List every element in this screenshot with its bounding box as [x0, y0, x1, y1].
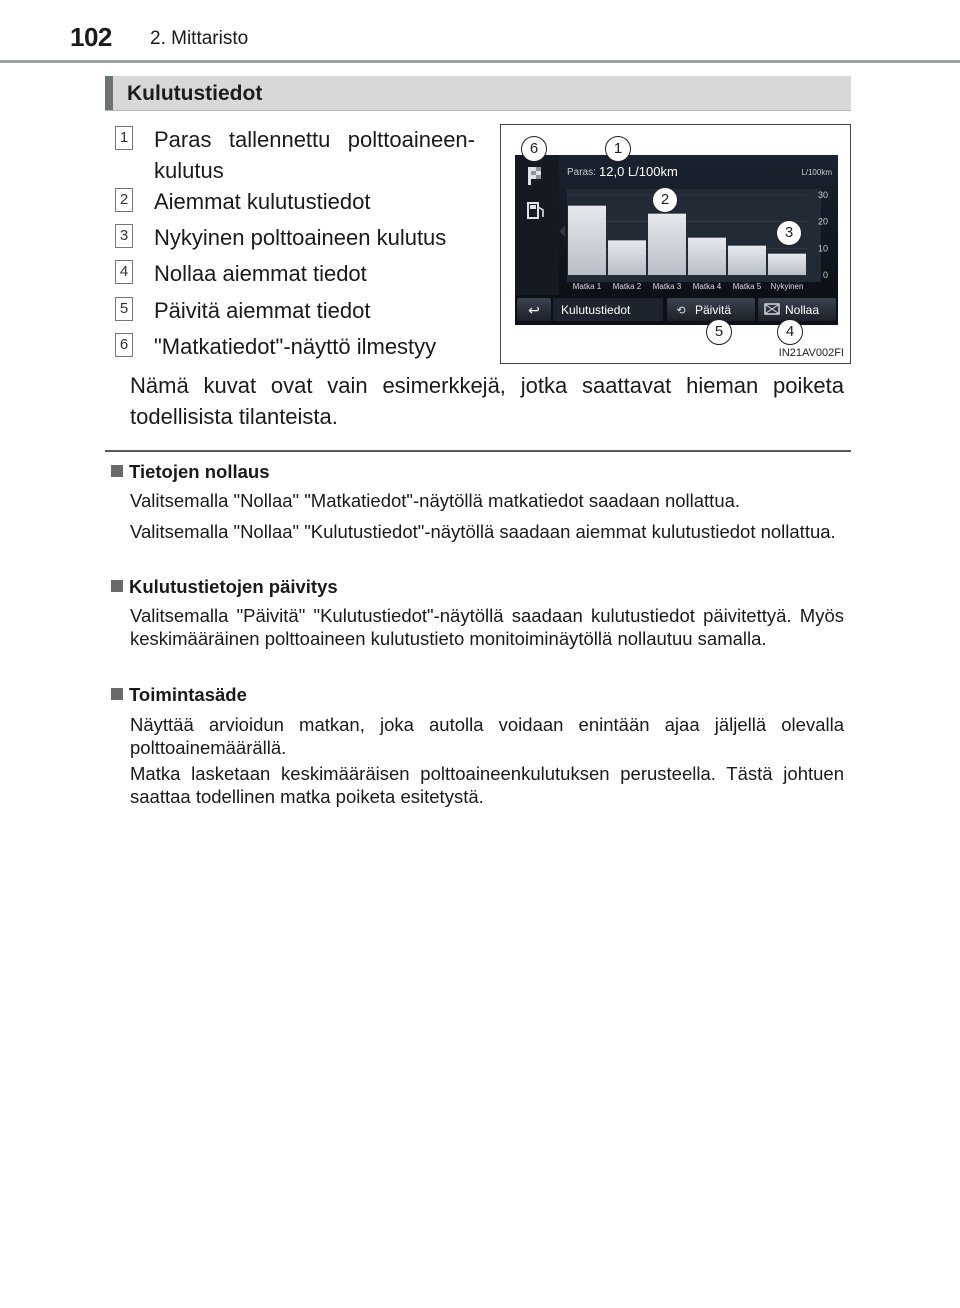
callout-item: [105, 222, 475, 253]
x-tick-label: Matka 3: [652, 282, 682, 291]
subsection-title: Toimintasäde: [129, 684, 247, 705]
callout-text: "Matkatiedot"-näyttö ilmestyy: [154, 334, 437, 359]
subsection-heading: [111, 461, 269, 483]
page-number: 102: [70, 22, 112, 52]
callout-number: 1: [115, 126, 133, 150]
y-tick-label: 20: [817, 216, 828, 227]
chapter-title: 2. Mittaristo: [150, 28, 249, 49]
x-tick-label: Matka 1: [572, 282, 602, 291]
disclaimer-note: Nämä kuvat ovat vain esimerkkejä, jotka saattavat hieman poiketa todellisista tilanteista.: [130, 373, 844, 429]
section-divider: [105, 450, 851, 452]
y-tick-label: 0: [822, 270, 828, 280]
callout-item: [105, 295, 475, 326]
callout-number: 5: [115, 297, 133, 321]
header-divider: [0, 60, 960, 63]
callout-item: [105, 186, 475, 217]
paragraph: Valitsemalla "Nollaa" "Matkatiedot"-näytöllä matkatiedot saadaan nollattua.: [130, 490, 741, 511]
callout-text: Nollaa aiemmat tiedot: [154, 261, 367, 286]
marker-6: 6: [521, 136, 547, 162]
marker-5: 5: [706, 319, 732, 345]
back-button[interactable]: [517, 298, 551, 321]
callout-number: 6: [115, 333, 133, 357]
marker-3: 3: [776, 220, 802, 246]
section-accent: [105, 76, 113, 110]
bar: [768, 254, 806, 275]
subsection-title: Tietojen nollaus: [129, 461, 270, 482]
callout-text: Aiemmat kulutustiedot: [154, 189, 371, 214]
reset-button[interactable]: [758, 298, 836, 321]
paragraph: Matka lasketaan keskimääräisen polttoaineenkulutuksen perusteella. Tästä johtuen saattaa todellinen matka poiketa esitetystä.: [130, 763, 844, 807]
square-bullet-icon: [111, 580, 123, 592]
marker-1: 1: [605, 136, 631, 162]
bar: [568, 206, 606, 275]
callout-item: [105, 124, 475, 186]
best-label: Paras:: [567, 167, 596, 178]
callout-number: 4: [115, 260, 133, 284]
x-tick-label: Nykyinen: [770, 282, 804, 291]
callout-text: Päivitä aiemmat tiedot: [154, 298, 371, 323]
reset-button-label: Nollaa: [785, 303, 820, 317]
section-title: Kulutustiedot: [127, 82, 263, 105]
bar: [608, 240, 646, 275]
update-button[interactable]: [667, 298, 755, 321]
x-tick-label: Matka 2: [612, 282, 642, 291]
callout-item: [105, 258, 475, 289]
refresh-icon: ⟲: [676, 304, 686, 317]
marker-2: 2: [652, 187, 678, 213]
square-bullet-icon: [111, 465, 123, 477]
subsection-heading: [111, 684, 247, 706]
x-tick-label: Matka 5: [732, 282, 762, 291]
unit-label: L/100km: [801, 168, 832, 177]
bar: [688, 238, 726, 275]
marker-4: 4: [777, 319, 803, 345]
square-bullet-icon: [111, 688, 123, 700]
screen-title-tab: [553, 298, 663, 321]
callout-item: [105, 331, 475, 362]
update-button-label: Päivitä: [695, 303, 732, 317]
paragraph: Valitsemalla "Nollaa" "Kulutustiedot"-näytöllä saadaan aiemmat kulutustiedot nollattua.: [130, 521, 836, 542]
screen-title: Kulutustiedot: [561, 303, 631, 317]
subsection-title: Kulutustietojen päivitys: [129, 576, 338, 597]
paragraph: Valitsemalla "Päivitä" "Kulutustiedot"-näytöllä saadaan kulutustiedot päivitettyä. Myös keskimääräinen polttoaineen kulutustieto monitoiminäytöllä nollautuu samalla.: [130, 605, 844, 649]
consumption-figure: [500, 124, 851, 364]
subsection-heading: [111, 576, 338, 598]
y-tick-label: 30: [817, 190, 828, 200]
best-value: 12,0 L/100km: [599, 164, 678, 179]
callout-number: 3: [115, 224, 133, 248]
bar: [728, 246, 766, 275]
figure-code: IN21AV002FI: [778, 347, 844, 359]
x-tick-label: Matka 4: [692, 282, 722, 291]
back-icon: ↩: [528, 303, 540, 319]
callout-number: 2: [115, 188, 133, 212]
paragraph: Näyttää arvioidun matkan, joka autolla voidaan enintään ajaa jäljellä olevalla polttoainemäärällä.: [130, 714, 844, 758]
callout-text: Paras tallennettu polttoaineen-kulutus: [154, 127, 475, 183]
y-tick-label: 10: [817, 243, 828, 254]
callout-text: Nykyinen polttoaineen kulutus: [154, 225, 447, 250]
section-heading: [105, 76, 851, 111]
bar: [648, 214, 686, 275]
